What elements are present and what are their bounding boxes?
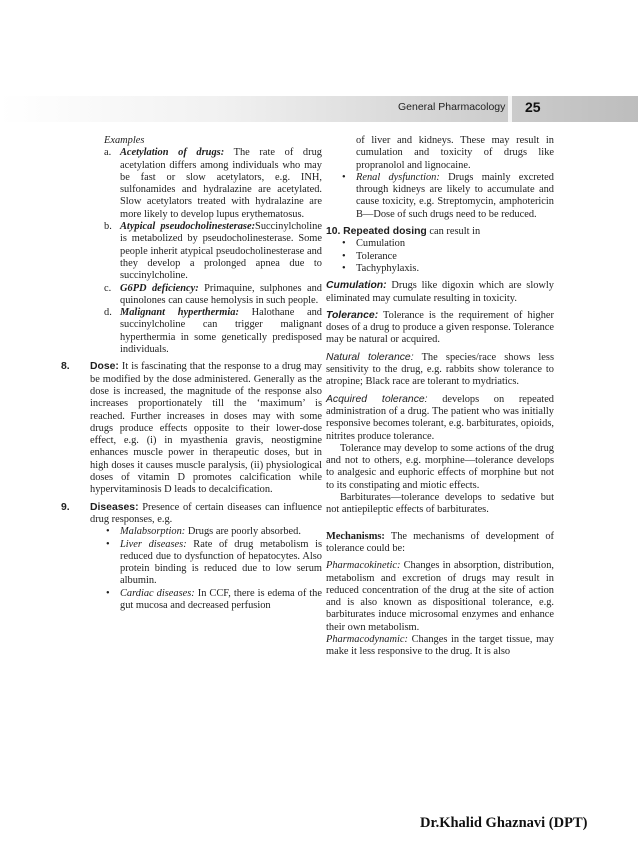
section-term: Repeated dosing (343, 226, 427, 238)
running-header-band (0, 96, 638, 122)
disease-bullet-renal: • Renal dysfunction: Drugs mainly excreted through kidneys are likely to accumulate and cause toxicity, e.g. Streptomycin, amphotericin B—Dose of such drugs need to be reduced. (342, 171, 554, 220)
pharmacokinetic-paragraph (326, 560, 554, 634)
item-text: Primaquine, sulphones and quinolones can cause hemolysis in such people. (120, 282, 322, 306)
item-marker: d. (104, 307, 112, 319)
natural-tolerance-paragraph (326, 352, 554, 389)
repeated-bullet: • Tolerance (342, 250, 397, 262)
example-item-d (90, 307, 322, 356)
bullet-text: Drugs mainly excreted through kidneys are likely to accumulate and cause toxicity, e.g. Streptomycin, amphotericin B—Dose of such drugs need to be reduced. (356, 171, 554, 220)
item-text: Succinylcholine is metabolized by pseudocholinesterase. Some people inherit atypical pseudocholinesterase and they develop a prolonged apnea due to succinylcholine. (120, 221, 322, 282)
bullet-term: Renal dysfunction: (356, 171, 440, 183)
section-term: Diseases: (90, 501, 139, 513)
paragraph-text: The mechanisms of development of tolerance could be: (326, 530, 554, 554)
example-item-a (90, 147, 322, 221)
examples-label: Examples (104, 135, 145, 146)
section-repeated-dosing (326, 226, 554, 238)
section-number: 10. (326, 226, 341, 238)
section-text: It is fascinating that the response to a drug may be modified by the dose administered. Generally as the dose is increased, the magnitude of the response also increases proportionately till the ‘maximum’ is reached. Further increases in doses may with some drugs produce effects opposite to their lower-dose effect, e.g. (i) in myasthenia gravis, neostigmine enhances muscle power in therapeutic doses, but in high doses it causes muscle paralysis, (ii) physiological doses of vitamin D promotes calcification while hypervitaminosis D leads to decalcification. (90, 361, 322, 496)
paragraph-term: Natural tolerance: (326, 351, 414, 363)
acquired-tolerance-paragraph (326, 394, 554, 443)
item-text: The rate of drug acetylation differs among individuals who may be fast or slow acetylators, e.g. INH, sulfonamides and hydralazine are acetylated. Slow acetylators treated with hydralazine are more likely to develop lupus erythematosus. (120, 147, 322, 220)
section-text: Presence of certain diseases can influence drug responses, e.g. (90, 501, 322, 525)
paragraph-term: Tolerance: (326, 309, 379, 321)
bullet-term: Cardiac diseases: (120, 587, 195, 599)
example-item-c (90, 283, 322, 308)
item-term: Acetylation of drugs: (120, 147, 225, 159)
right-column (326, 135, 554, 659)
item-text: Halothane and succinylcholine can trigger malignant hyperthermia in some genetically predisposed individuals. (120, 307, 322, 356)
cumulation-paragraph (326, 280, 554, 305)
mechanisms-paragraph (326, 531, 554, 556)
tolerance-paragraph (326, 310, 554, 347)
disease-bullet-malabsorption: • Malabsorption: Drugs are poorly absorbed. (106, 526, 301, 538)
paragraph-term: Cumulation: (326, 280, 387, 292)
paragraph-text: Changes in the target tissue, may make it less responsive to the drug. It is also (326, 633, 554, 658)
header-separator (508, 96, 512, 122)
barbiturates-paragraph: Barbiturates—tolerance develops to sedative but not antiepileptic effects of barbiturates. (326, 492, 554, 516)
continued-text: of liver and kidneys. These may result in cumulation and toxicity of drugs like propranolol and lignocaine. (356, 135, 554, 171)
example-item-b (90, 221, 322, 282)
paragraph-term: Acquired tolerance: (326, 393, 428, 405)
section-text: can result in (426, 226, 481, 238)
item-term: G6PD deficiency: (120, 282, 199, 294)
bullet-term: Malabsorption: (120, 526, 186, 538)
running-header-title: General Pharmacology (398, 101, 506, 113)
item-marker: a. (104, 147, 112, 159)
paragraph-text: Tolerance is the requirement of higher doses of a drug to produce a given response. Tolerance may be natural or acquired. (326, 309, 554, 346)
section-number: 8. (61, 361, 70, 373)
repeated-bullet: • Cumulation (342, 238, 406, 250)
bullet-text: In CCF, there is edema of the gut mucosa and decreased perfusion (120, 587, 322, 611)
paragraph-text: Changes in absorption, distribution, metabolism and excretion of drugs may result in reduced concentration of the drug at the site of action and is also known as dispositional tolerance, e.g. barbiturates induce microsomal enzymes and enhance their own metabolism. (326, 560, 554, 633)
paragraph-term: Mechanisms: (326, 530, 385, 542)
item-term: Malignant hyperthermia: (120, 307, 239, 319)
item-term: Atypical pseudocholinesterase: (120, 221, 256, 233)
author-footer: Dr.Khalid Ghaznavi (DPT) (420, 815, 588, 831)
repeated-bullet: • Tachyphylaxis. (342, 262, 420, 274)
section-diseases (61, 501, 322, 527)
item-marker: c. (104, 282, 112, 294)
paragraph-term: Pharmacodynamic: (326, 633, 408, 645)
paragraph-text: develops on repeated administration of a drug. The patient who was initially responsive becomes tolerant, e.g. barbiturates, opioids, nitrites produce tolerance. (326, 393, 554, 442)
section-dose (61, 361, 322, 496)
left-column (61, 135, 322, 612)
disease-bullet-liver: • Liver diseases: Rate of drug metabolism is reduced due to dysfunction of hepatocytes. Also protein binding is reduced due to low serum albumin. (106, 538, 322, 587)
item-marker: b. (104, 221, 112, 233)
tolerance-actions-paragraph: Tolerance may develop to some actions of the drug and not to others, e.g. morphine—tolerance develops to analgesic and euphoric effects of morphine but not to its constipating and miotic effects. (326, 442, 554, 491)
section-term: Dose: (90, 361, 119, 373)
pharmacodynamic-paragraph (326, 634, 554, 659)
paragraph-text: The species/race shows less sensitivity to the drug, e.g. rabbits show tolerance to atropine; Black race are tolerant to mydriatics. (326, 351, 554, 388)
paragraph-term: Pharmacokinetic: (326, 560, 401, 572)
paragraph-text: Drugs like digoxin which are slowly eliminated may cumulate resulting in toxicity. (326, 280, 554, 304)
page-number: 25 (525, 99, 541, 115)
section-number: 9. (61, 501, 70, 513)
bullet-text: Drugs are poorly absorbed. (185, 526, 301, 538)
disease-bullet-cardiac: • Cardiac diseases: In CCF, there is edema of the gut mucosa and decreased perfusion (106, 587, 322, 611)
bullet-text: Rate of drug metabolism is reduced due to dysfunction of hepatocytes. Also protein binding is reduced due to low serum albumin. (120, 538, 322, 587)
bullet-term: Liver diseases: (120, 538, 187, 550)
